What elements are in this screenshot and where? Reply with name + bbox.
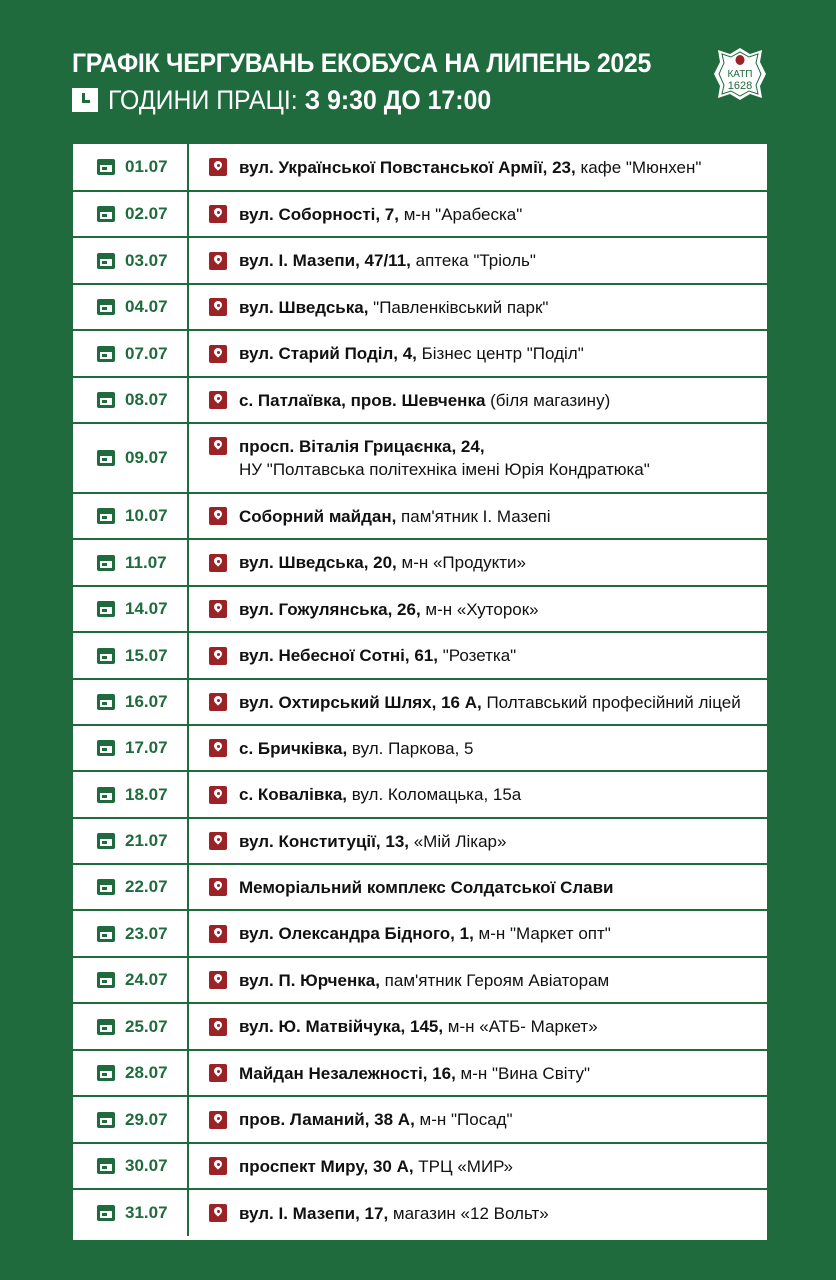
calendar-icon (97, 1205, 115, 1221)
address-text (239, 1062, 590, 1085)
date-label: 03.07 (125, 250, 168, 270)
calendar-icon (97, 787, 115, 803)
calendar-icon (97, 1019, 115, 1035)
calendar-icon (97, 601, 115, 617)
calendar-icon (97, 555, 115, 571)
address-street: вул. Гожулянська, 26, (239, 599, 421, 619)
address-place-line2: НУ "Полтавська політехніка імені Юрія Кондратюка" (239, 460, 650, 479)
date-cell (73, 494, 189, 538)
address-cell (189, 1097, 767, 1142)
location-pin-icon (209, 158, 227, 176)
calendar-icon (97, 833, 115, 849)
schedule-row (73, 378, 767, 424)
schedule-row (73, 911, 767, 958)
address-street: с. Бричківка, (239, 738, 348, 758)
date-label: 17.07 (125, 738, 168, 757)
schedule-row (73, 633, 767, 680)
date-cell (73, 540, 189, 585)
schedule-row (73, 1004, 767, 1051)
date-label: 10.07 (125, 506, 168, 525)
address-street: вул. Олександра Бідного, 1, (239, 924, 474, 943)
location-pin-icon (209, 647, 227, 665)
address-street: Соборний майдан, (239, 506, 397, 526)
address-text (239, 1202, 549, 1225)
address-text (239, 342, 584, 365)
date-label: 02.07 (125, 204, 168, 223)
address-text (239, 598, 539, 621)
address-place: "Розетка" (438, 646, 517, 665)
address-text (239, 691, 741, 714)
address-street: вул. Конституції, 13, (239, 831, 409, 851)
address-cell (189, 958, 767, 1002)
schedule-row (73, 726, 767, 772)
location-pin-icon (209, 1018, 227, 1036)
calendar-icon (97, 299, 115, 315)
schedule-row (73, 1051, 767, 1097)
date-label: 23.07 (125, 923, 168, 943)
address-street: с. Ковалівка, (239, 785, 348, 804)
location-pin-icon (209, 345, 227, 363)
date-cell (73, 865, 189, 909)
address-place: пам'ятник Героям Авіаторам (379, 970, 610, 990)
date-label: 18.07 (125, 784, 168, 804)
address-street: вул. П. Юрченка, (239, 970, 380, 990)
address-street: просп. Віталія Грицаєнка, 24, (239, 437, 485, 456)
location-pin-icon (209, 925, 227, 943)
address-street: вул. Шведська, 20, (239, 553, 397, 572)
calendar-icon (97, 392, 115, 408)
address-text (239, 203, 522, 226)
schedule-table (72, 143, 768, 1241)
date-cell (73, 238, 189, 283)
address-street: пров. Ламаний, 38 А, (239, 1110, 415, 1129)
address-place: м-н «Хуторок» (420, 599, 539, 619)
address-text (239, 505, 551, 528)
address-text (239, 249, 536, 272)
date-cell (73, 772, 189, 817)
schedule-row (73, 144, 767, 192)
address-cell (189, 331, 767, 376)
address-street: вул. Ю. Матвійчука, 145, (239, 1017, 444, 1036)
schedule-row (73, 285, 767, 331)
schedule-row (73, 192, 767, 238)
calendar-icon (97, 253, 115, 269)
address-cell (189, 238, 767, 283)
date-cell (73, 378, 189, 422)
date-cell (73, 1004, 189, 1049)
date-label: 29.07 (125, 1109, 168, 1129)
date-cell (73, 192, 189, 236)
schedule-row (73, 680, 767, 726)
schedule-row (73, 1144, 767, 1190)
address-text (239, 644, 516, 667)
location-pin-icon (209, 391, 227, 409)
location-pin-icon (209, 507, 227, 525)
date-cell (73, 1144, 189, 1188)
address-cell (189, 1190, 767, 1236)
calendar-icon (97, 1158, 115, 1174)
date-label: 08.07 (125, 390, 168, 409)
address-text (239, 1108, 513, 1131)
address-text (239, 296, 548, 319)
location-pin-icon (209, 832, 227, 850)
address-cell (189, 285, 767, 329)
clock-icon (72, 88, 98, 112)
calendar-icon (97, 159, 115, 175)
katp-logo (710, 44, 770, 104)
address-place: Полтавський професійний ліцей (481, 692, 741, 712)
address-cell (189, 144, 767, 190)
address-cell (189, 192, 767, 236)
schedule-row (73, 540, 767, 587)
date-cell (73, 819, 189, 863)
date-label: 01.07 (125, 157, 168, 176)
date-label: 24.07 (125, 970, 168, 989)
address-cell (189, 772, 767, 817)
address-place: ТРЦ «МИР» (413, 1156, 513, 1176)
address-cell (189, 1004, 767, 1049)
calendar-icon (97, 694, 115, 710)
calendar-icon (97, 1112, 115, 1128)
hours-value: З 9:30 ДО 17:00 (304, 85, 492, 115)
address-text (239, 922, 611, 945)
location-pin-icon (209, 786, 227, 804)
calendar-icon (97, 740, 115, 756)
header (72, 46, 672, 116)
date-cell (73, 958, 189, 1002)
address-place: (біля магазину) (485, 390, 611, 410)
location-pin-icon (209, 600, 227, 618)
address-place: м-н "Посад" (414, 1110, 513, 1129)
address-place: м-н «Продукти» (396, 553, 526, 572)
date-label: 28.07 (125, 1063, 168, 1082)
date-cell (73, 285, 189, 329)
page-title: ГРАФІК ЧЕРГУВАНЬ ЕКОБУСА НА ЛИПЕНЬ 2025 (72, 48, 651, 78)
date-cell (73, 911, 189, 956)
date-label: 04.07 (125, 297, 168, 316)
address-place: «Мій Лікар» (409, 831, 507, 851)
svg-text:1628: 1628 (727, 80, 753, 92)
schedule-row (73, 865, 767, 911)
address-text (239, 1155, 513, 1178)
date-label: 15.07 (125, 645, 168, 665)
schedule-row (73, 819, 767, 865)
date-cell (73, 1097, 189, 1142)
address-street: с. Патлаївка, пров. Шевченка (239, 390, 486, 410)
address-text (239, 783, 521, 806)
schedule-row (73, 1097, 767, 1144)
hours-label: ГОДИНИ ПРАЦІ: (108, 85, 305, 115)
calendar-icon (97, 450, 115, 466)
address-cell (189, 726, 767, 770)
svg-text:КАТП: КАТП (727, 69, 753, 80)
date-cell (73, 726, 189, 770)
location-pin-icon (209, 554, 227, 572)
date-label: 25.07 (125, 1016, 168, 1036)
address-cell (189, 378, 767, 422)
location-pin-icon (209, 739, 227, 757)
location-pin-icon (209, 693, 227, 711)
address-place: "Павленківський парк" (368, 297, 549, 317)
location-pin-icon (209, 878, 227, 896)
location-pin-icon (209, 1204, 227, 1222)
address-place: аптека "Тріоль" (410, 251, 536, 270)
address-text (239, 737, 473, 760)
address-place: м-н "Маркет опт" (473, 924, 611, 943)
address-place: вул. Коломацька, 15а (347, 785, 522, 804)
date-label: 22.07 (125, 877, 168, 896)
address-place: м-н «АТБ- Маркет» (443, 1017, 598, 1036)
date-label: 30.07 (125, 1156, 168, 1175)
date-label: 16.07 (125, 692, 168, 711)
date-cell (73, 424, 189, 492)
address-street: вул. І. Мазепи, 17, (239, 1203, 389, 1223)
date-label: 11.07 (125, 552, 167, 572)
date-cell (73, 1051, 189, 1095)
date-cell (73, 633, 189, 678)
address-text (239, 969, 609, 992)
schedule-row (73, 494, 767, 540)
location-pin-icon (209, 437, 227, 455)
location-pin-icon (209, 1157, 227, 1175)
address-street: вул. Української Повстанської Армії, 23, (239, 157, 576, 177)
date-cell (73, 144, 189, 190)
address-street: Меморіальний комплекс Солдатської Слави (239, 877, 614, 897)
calendar-icon (97, 926, 115, 942)
address-place: магазин «12 Вольт» (388, 1203, 549, 1223)
address-cell (189, 911, 767, 956)
calendar-icon (97, 648, 115, 664)
address-text (239, 830, 506, 853)
address-street: вул. Небесної Сотні, 61, (239, 646, 438, 665)
address-street: Майдан Незалежності, 16, (239, 1063, 456, 1083)
address-cell (189, 494, 767, 538)
address-cell (189, 1144, 767, 1188)
location-pin-icon (209, 252, 227, 270)
address-cell (189, 633, 767, 678)
calendar-icon (97, 206, 115, 222)
address-street: вул. Охтирський Шлях, 16 А, (239, 692, 482, 712)
schedule-row (73, 424, 767, 494)
address-cell (189, 680, 767, 724)
address-cell (189, 819, 767, 863)
location-pin-icon (209, 298, 227, 316)
working-hours (72, 84, 672, 116)
address-place: м-н "Вина Світу" (455, 1063, 591, 1083)
address-street: вул. Шведська, (239, 297, 369, 317)
address-text (239, 389, 610, 412)
address-street: проспект Миру, 30 А, (239, 1156, 414, 1176)
date-label: 09.07 (125, 448, 168, 467)
location-pin-icon (209, 1064, 227, 1082)
address-street: вул. Соборності, 7, (239, 204, 399, 224)
location-pin-icon (209, 971, 227, 989)
location-pin-icon (209, 205, 227, 223)
schedule-row (73, 331, 767, 378)
date-label: 14.07 (125, 599, 168, 618)
address-cell (189, 1051, 767, 1095)
date-label: 21.07 (125, 831, 168, 850)
address-cell (189, 424, 767, 492)
date-cell (73, 587, 189, 631)
schedule-row (73, 1190, 767, 1236)
address-cell (189, 540, 767, 585)
address-text (239, 876, 614, 899)
address-street: вул. І. Мазепи, 47/11, (239, 251, 411, 270)
address-text (239, 156, 701, 179)
address-text (239, 551, 526, 574)
schedule-row (73, 958, 767, 1004)
date-cell (73, 1190, 189, 1236)
calendar-icon (97, 972, 115, 988)
address-cell (189, 587, 767, 631)
address-place: кафе "Мюнхен" (575, 157, 702, 177)
date-cell (73, 331, 189, 376)
location-pin-icon (209, 1111, 227, 1129)
address-place: м-н "Арабеска" (399, 204, 523, 224)
date-cell (73, 680, 189, 724)
schedule-row (73, 772, 767, 819)
calendar-icon (97, 1065, 115, 1081)
calendar-icon (97, 346, 115, 362)
calendar-icon (97, 879, 115, 895)
address-text (239, 435, 650, 481)
address-street: вул. Старий Поділ, 4, (239, 344, 417, 363)
address-place: вул. Паркова, 5 (347, 738, 474, 758)
address-place: пам'ятник І. Мазепі (396, 506, 551, 526)
date-label: 07.07 (125, 343, 168, 363)
calendar-icon (97, 508, 115, 524)
address-text (239, 1015, 598, 1038)
address-cell (189, 865, 767, 909)
schedule-row (73, 587, 767, 633)
address-place: Бізнес центр "Поділ" (416, 344, 584, 363)
date-label: 31.07 (125, 1203, 168, 1222)
schedule-row (73, 238, 767, 285)
